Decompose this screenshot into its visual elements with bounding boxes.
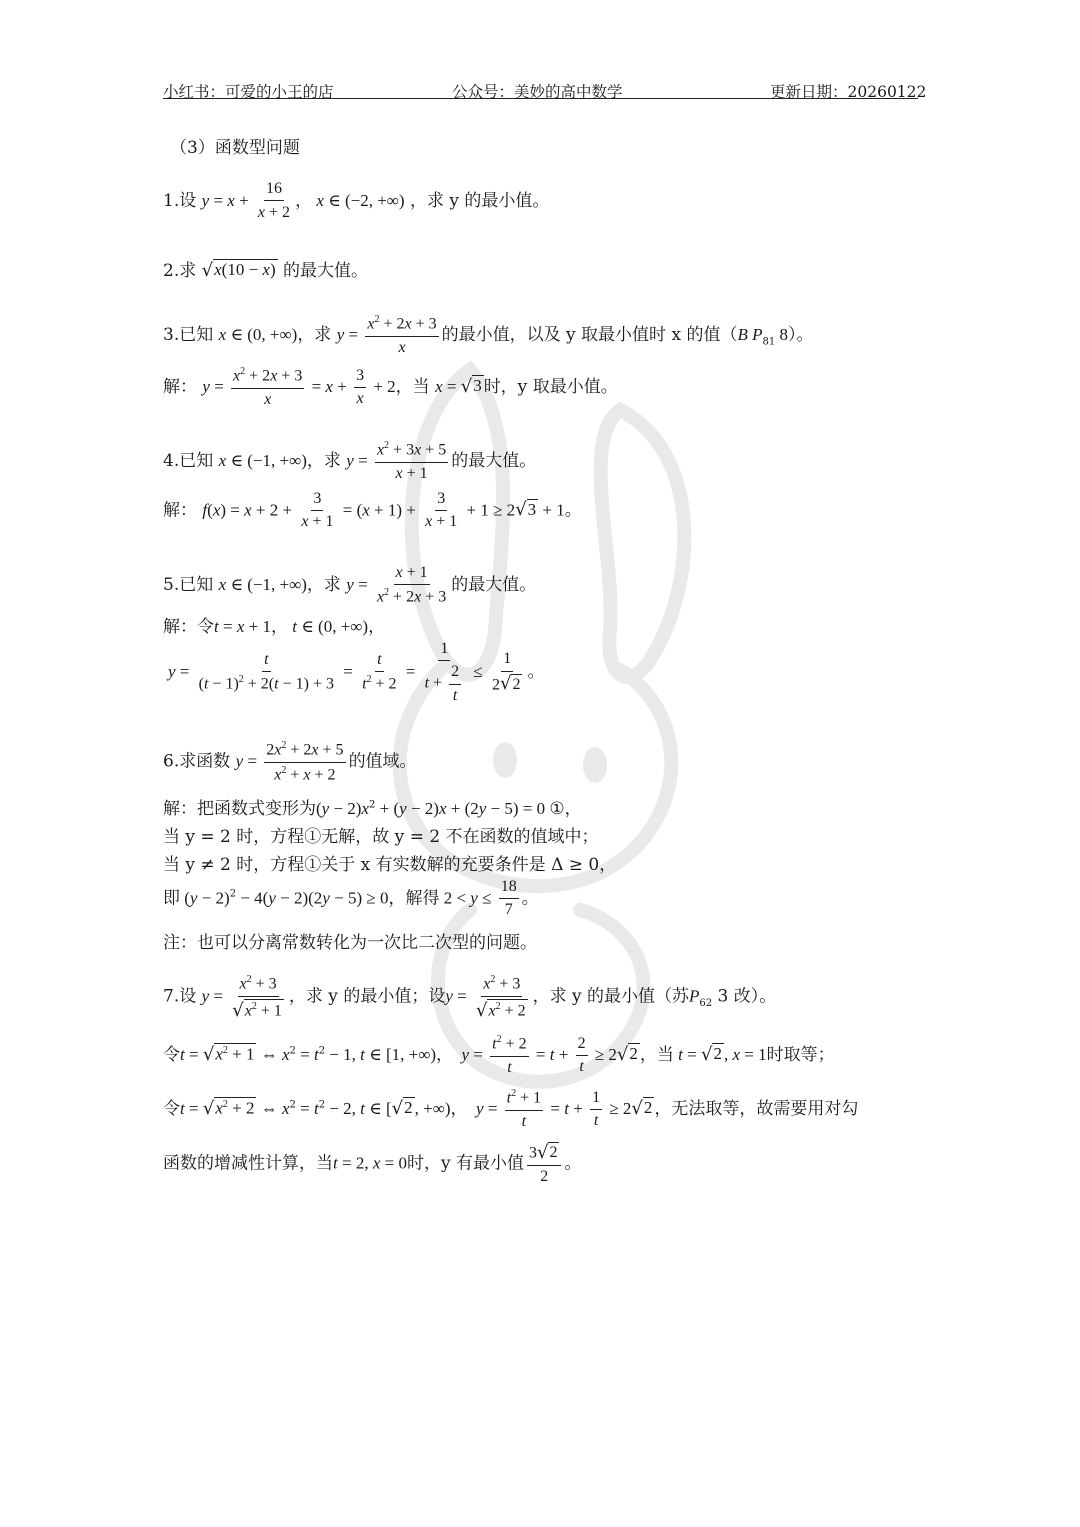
- line-end: ①，: [549, 799, 582, 819]
- problem-6-suffix: 的值域。: [348, 751, 417, 772]
- fraction: $\frac{2}{t}$: [577, 1034, 586, 1076]
- fraction: $\frac{x + 1}{x^2 + 2x + 3}$: [376, 564, 447, 606]
- fraction: $\frac{2x^2 + 2x + 5}{x^2 + x + 2}$: [266, 740, 344, 784]
- problem-7: 7.设 y = $x^2 + 3$ √ $x^2 + 1$ ，求 y 的最小值；设y = $x^2 + 3$ √ $x^2 + 2$ ，求 y 的最小值（苏$P_{62}$ 3 改）。: [163, 974, 777, 1021]
- fraction: $\frac{16}{x + 2}$: [257, 180, 291, 222]
- problem-7-suffix: ，求 y 的最小值（苏: [532, 986, 690, 1007]
- problem-1: 1.设 y = x + $\frac{16}{x + 2}$ ， x ∈ (−2, +∞) ，求 y 的最小值。: [163, 180, 550, 222]
- problem-2-prefix: 2.求: [163, 261, 197, 281]
- solution-end: 。: [564, 500, 582, 521]
- problem-3-suffix: 的最小值，以及 y 取最小值时 x 的值（: [441, 325, 738, 346]
- problem-5-prefix: 5.已知: [163, 575, 214, 596]
- problem-6-line1: 解：把函数式变形为$(y - 2)x^2 + (y - 2)x + (2y - 5) = 0$ ①，: [163, 799, 582, 819]
- fraction: $\frac{18}{7}$: [500, 878, 517, 919]
- problem-4-mid: ，求: [306, 451, 341, 472]
- problem-7-tail: 3 改）。: [712, 986, 777, 1007]
- sqrt: √ 2: [616, 1044, 638, 1066]
- fraction: 1 2 √ 2: [491, 650, 521, 695]
- line-end: ，无法取等，故需要用对勾: [654, 1099, 859, 1120]
- header-left: 小红书：可爱的小王的店: [163, 83, 334, 101]
- problem-4-solution: 解： f(x) = x + 2 + $\frac{3}{x + 1}$ = (x + 1) + $\frac{3}{x + 1}$ + 1 ≥ 2 √ 3 + 1。: [163, 490, 582, 531]
- problem-6-line2: 当 y = 2 时，方程①无解，故 y = 2 不在函数的值域中；: [163, 827, 599, 847]
- header-right: 更新日期：20260122: [770, 83, 927, 101]
- problem-7-line2: 令t = √ $x^2 + 2$ ⇔ $x^2 = t^2 - 2$, t ∈ [ √ 2 , +∞)， y = $\frac{t^2 + 1}{t}$ = t + $\frac{1}{t}$ ≥ 2 √ 2 ，无法取等，故需要用对勾: [163, 1088, 859, 1130]
- sqrt: √ 3: [460, 376, 482, 398]
- sqrt: √ x(10 − x): [201, 260, 276, 281]
- sqrt: √ $x^2 + 2$: [202, 1098, 255, 1120]
- fraction: $\frac{3}{x + 1}$: [425, 490, 458, 531]
- problem-4-prefix: 4.已知: [163, 451, 214, 472]
- problem-4: 4.已知 x ∈ (−1, +∞)，求 y = $\frac{x^2 + 3x + 5}{x + 1}$ 的最大值。: [163, 440, 537, 482]
- line-text: 即: [163, 888, 180, 909]
- header-rule: [163, 98, 918, 99]
- problem-5-solution-line2: y = $\frac{t}{(t - 1)^2 + 2(t - 1) + 3}$ = $\frac{t}{t^2 + 2}$ = 1 t + $\frac{2}{t}$ ≤ 1 2 √ 2 。: [168, 640, 545, 704]
- sqrt: √ 2: [391, 1098, 413, 1120]
- fraction: $x^2 + 3$ √ $x^2 + 2$: [475, 974, 526, 1021]
- problem-7-mid: ，求 y 的最小值；设: [288, 986, 446, 1007]
- problem-6-line3: 当 y ≠ 2 时，方程①关于 x 有实数解的充要条件是 Δ ≥ 0，: [163, 855, 617, 875]
- problem-3-prefix: 3.已知: [163, 325, 214, 346]
- fraction: $\frac{t^2 + 1}{t}$: [506, 1088, 542, 1130]
- problem-7-line3: 函数的增减性计算，当t = 2, x = 0时，y 有最小值 3 √ 2 2 。: [163, 1141, 582, 1185]
- problem-5-mid: ，求: [306, 575, 341, 596]
- fraction: $\frac{t}{(t - 1)^2 + 2(t - 1) + 3}$: [198, 651, 334, 693]
- problem-6-prefix: 6.求函数: [163, 751, 231, 772]
- sqrt: √ 2: [700, 1044, 722, 1066]
- solution-end: 。: [527, 662, 545, 683]
- problem-6-line4: 即 $(y - 2)^2 - 4(y - 2)(2y - 5) \ge 0$，解得 2 < y ≤ $\frac{18}{7}$ 。: [163, 878, 539, 919]
- sqrt: √ 2: [631, 1098, 653, 1120]
- solution-label: 解：: [163, 377, 197, 398]
- problem-2-suffix: 的最大值。: [283, 261, 369, 281]
- problem-2: [163, 256, 368, 281]
- problem-4-suffix: 的最大值。: [451, 451, 537, 472]
- line-end: 。: [521, 888, 539, 909]
- line-end: 时取等；: [766, 1045, 835, 1066]
- problem-7-line1: 令t = √ $x^2 + 1$ ⇔ $x^2 = t^2 - 1$, t ∈ [1, +∞)， y = $\frac{t^2 + 2}{t}$ = t + $\frac{2}{t}$ ≥ 2 √ 2 ，当 t = √ 2 , x = 1时取等；: [163, 1034, 835, 1076]
- problem-5-suffix: 的最大值。: [451, 575, 537, 596]
- problem-6-note: 注：也可以分离常数转化为一次比二次型的问题。: [163, 933, 537, 953]
- line-prefix: 令: [163, 1045, 180, 1066]
- problem-5: 5.已知 x ∈ (−1, +∞)，求 y = $\frac{x + 1}{x^2 + 2x + 3}$ 的最大值。: [163, 564, 537, 606]
- line-text: 函数的增减性计算，当: [163, 1153, 333, 1174]
- fraction: 1 t + $\frac{2}{t}$: [424, 640, 460, 704]
- fraction: $\frac{x^2 + 2x + 3}{x}$: [367, 314, 437, 356]
- problem-1-formula: y: [201, 190, 210, 210]
- sqrt: √ 3: [515, 499, 537, 521]
- problem-3-solution: 解： y = $\frac{x^2 + 2x + 3}{x}$ = x + $\frac{3}{x}$ + 2，当 x = √ 3 时，y 取最小值。: [163, 366, 618, 408]
- line-end: 时，y 有最小值: [406, 1153, 524, 1174]
- fraction: $\frac{1}{t}$: [592, 1088, 601, 1130]
- fraction: $\frac{x^2 + 2x + 3}{x}$: [233, 366, 303, 408]
- fraction: $x^2 + 3$ √ $x^2 + 1$: [232, 974, 282, 1021]
- fraction: $\frac{3}{x}$: [356, 366, 365, 408]
- section-title: （3）函数型问题: [170, 138, 300, 158]
- fraction: $\frac{3}{x + 1}$: [301, 490, 334, 531]
- problem-3-tail: ）。: [787, 325, 814, 346]
- line-mid: ，解得: [388, 888, 440, 909]
- fraction: $\frac{t}{t^2 + 2}$: [362, 651, 397, 693]
- problem-3-mid: ，求: [297, 325, 332, 346]
- solution-end: 时，y 取最小值。: [483, 377, 618, 398]
- line-text: 解：把函数式变形为: [163, 799, 316, 819]
- problem-7-prefix: 7.设: [163, 986, 197, 1007]
- fraction: $\frac{x^2 + 3x + 5}{x + 1}$: [376, 440, 447, 482]
- problem-5-solution-line1: 解：令t = x + 1， t ∈ (0, +∞)，: [163, 617, 386, 637]
- solution-mid: ，当: [395, 377, 430, 398]
- fraction: 3 √ 2 2: [527, 1142, 561, 1186]
- problem-1-prefix: 1.设: [163, 190, 197, 211]
- line-end-dot: 。: [564, 1153, 582, 1174]
- problem-1-suffix: ，求 y 的最小值。: [409, 190, 550, 211]
- problem-3: 3.已知 x ∈ (0, +∞)，求 y = $\frac{x^2 + 2x + 3}{x}$ 的最小值，以及 y 取最小值时 x 的值（B $P_{81}$ 8）。: [163, 314, 814, 356]
- solution-label: 解：令: [163, 617, 214, 637]
- solution-label: 解：: [163, 500, 197, 521]
- problem-6: 6.求函数 y = $\frac{2x^2 + 2x + 5}{x^2 + x + 2}$ 的值域。: [163, 740, 417, 784]
- line-prefix: 令: [163, 1099, 180, 1120]
- header-center: 公众号：美妙的高中数学: [452, 83, 623, 101]
- fraction: $\frac{t^2 + 2}{t}$: [492, 1034, 527, 1076]
- sqrt: √ $x^2 + 1$: [202, 1044, 255, 1066]
